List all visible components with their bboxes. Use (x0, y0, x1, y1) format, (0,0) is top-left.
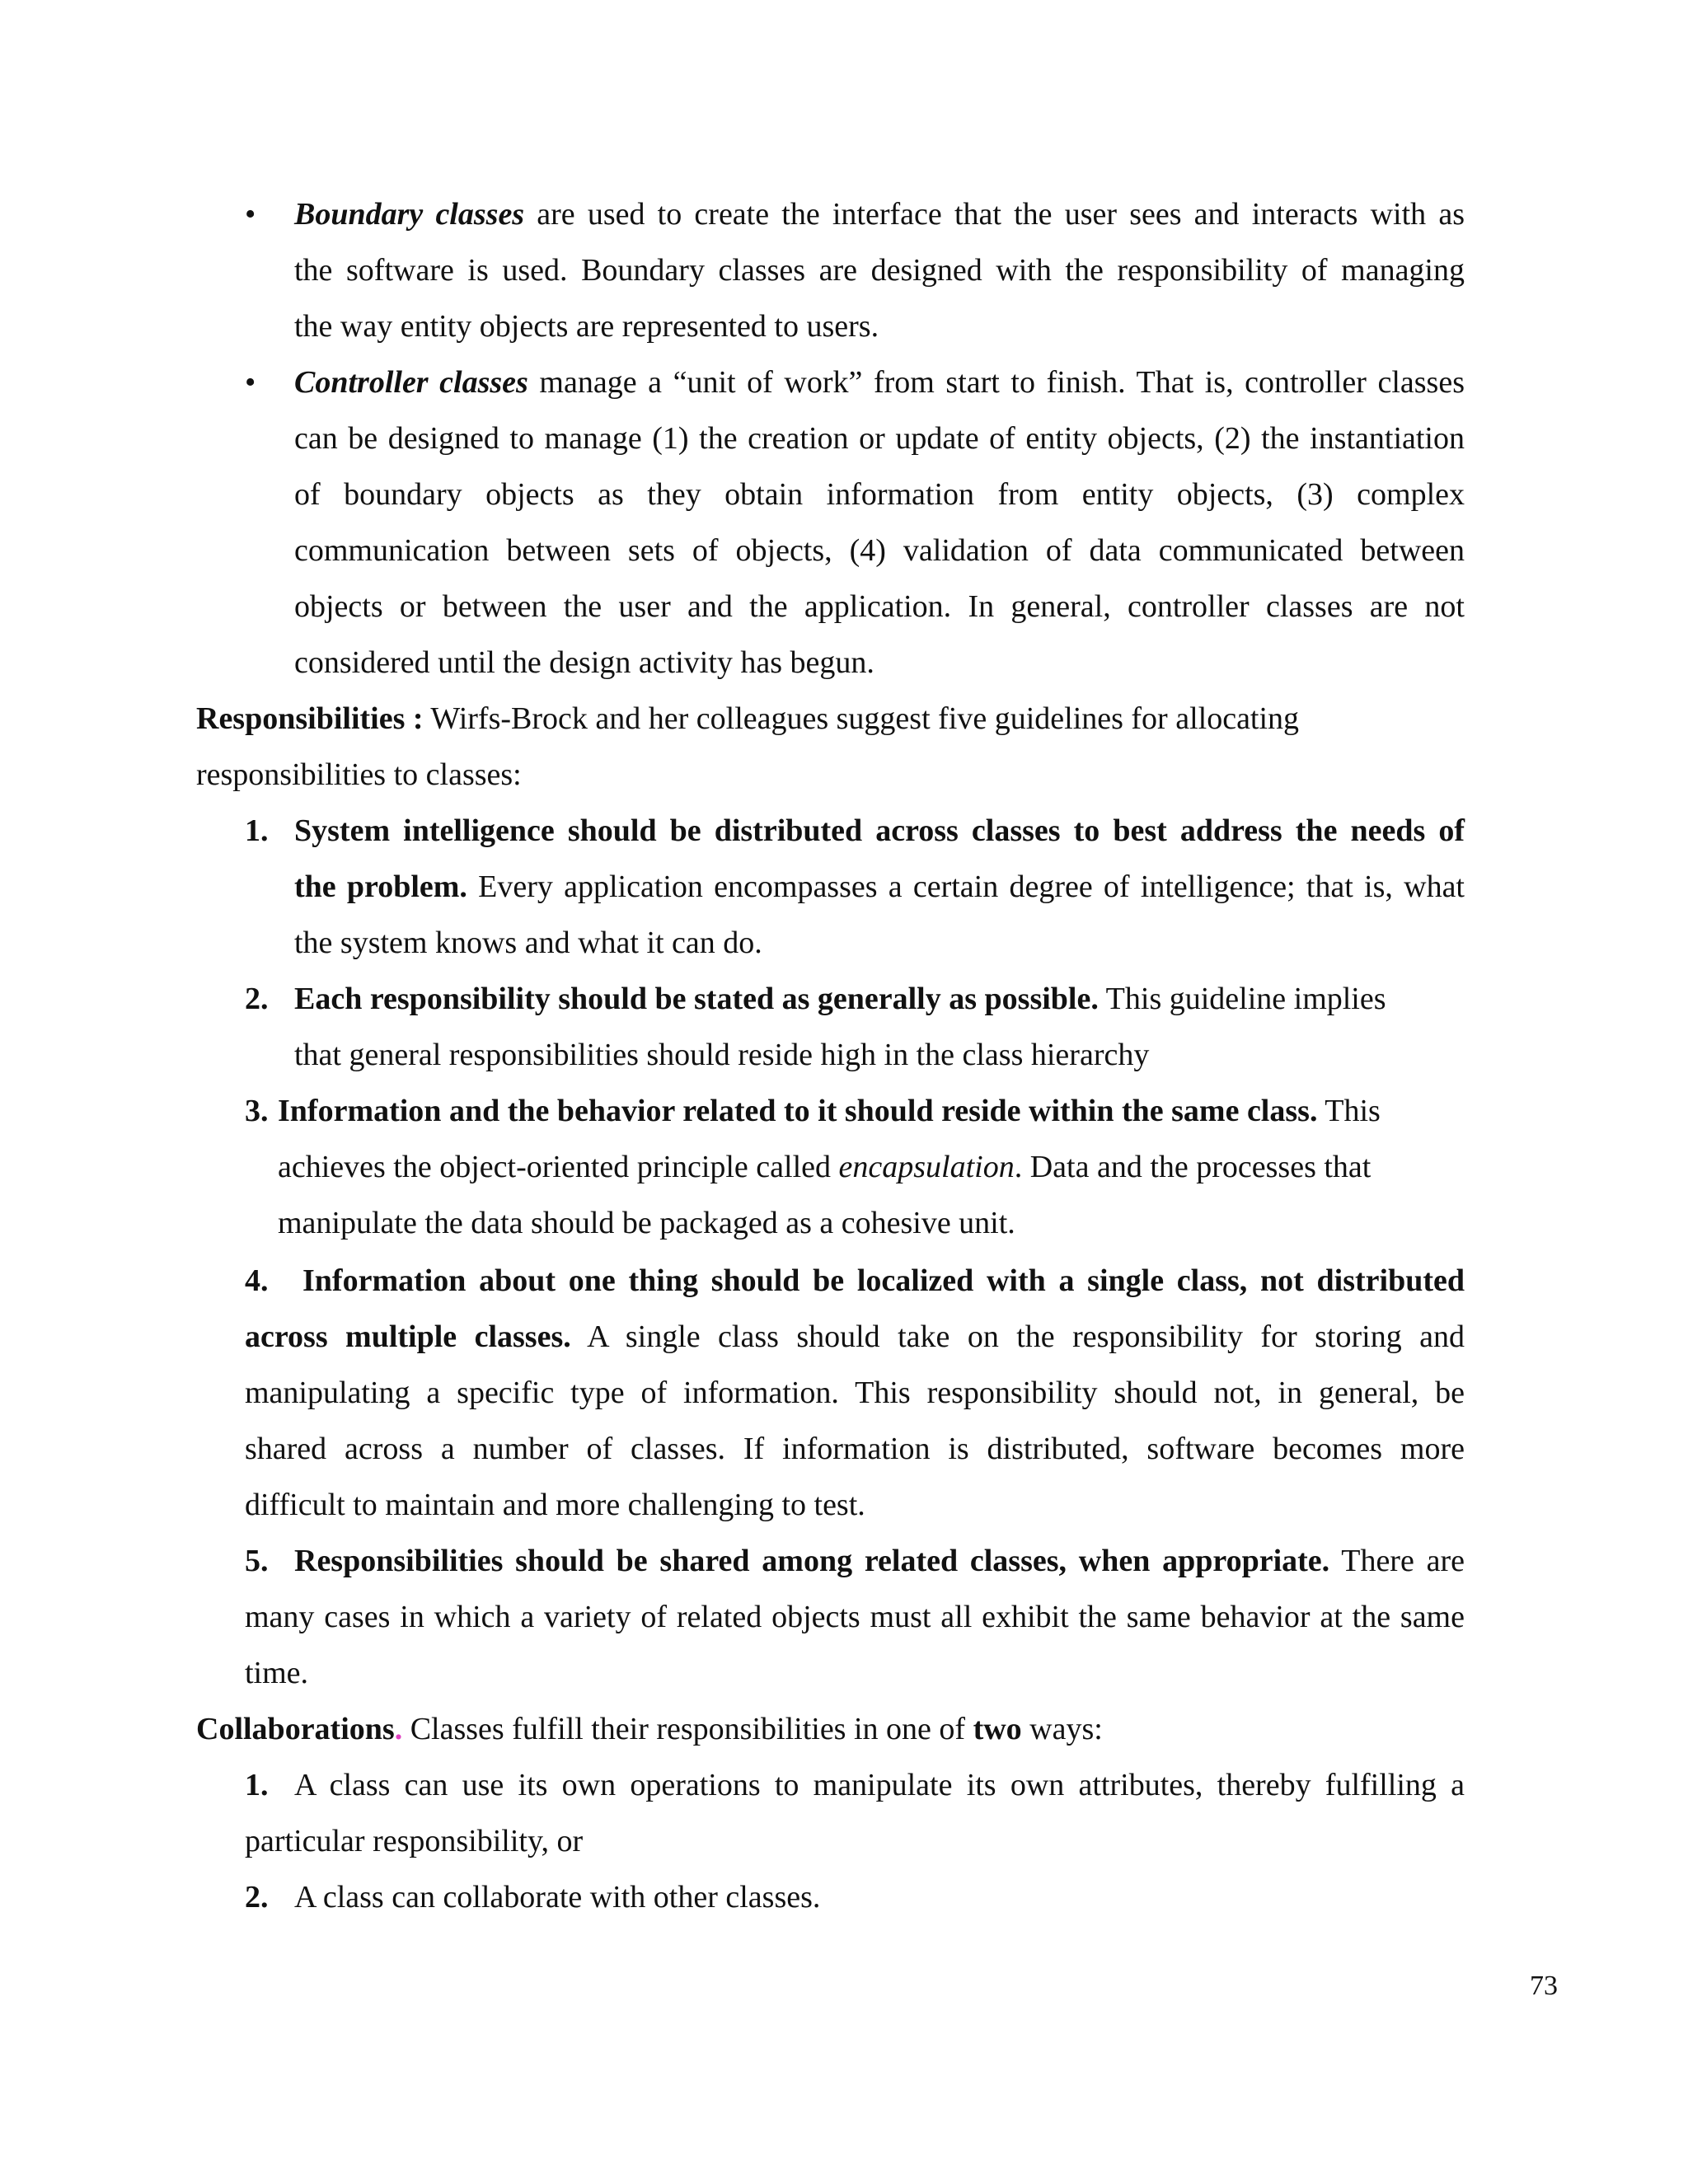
list-number: 1. (245, 1768, 269, 1802)
controller-classes-line-5: objects or between the user and the application. In general, controller classes are not (294, 589, 1465, 624)
page-number: 73 (1530, 1971, 1558, 2001)
controller-classes-text: manage a “unit of work” from start to finish. That is, controller classes (528, 365, 1465, 400)
boundary-classes-line-2: the software is used. Boundary classes are designed with the responsibility of managing (294, 253, 1465, 288)
collaborations-heading: Collaborations (196, 1712, 395, 1746)
encapsulation-term: encapsulation (838, 1150, 1015, 1184)
collaboration-2-line-1: A class can collaborate with other classes. (294, 1880, 821, 1915)
guideline-2-text: This guideline implies (1098, 982, 1386, 1016)
guideline-3-line-3: manipulate the data should be packaged as a cohesive unit. (278, 1206, 1015, 1240)
guideline-3-bold: Information and the behavior related to it should reside within the same class. (278, 1094, 1318, 1128)
list-number: 2. (245, 982, 269, 1016)
guideline-5-line-2: many cases in which a variety of related objects must all exhibit the same behavior at the same (245, 1600, 1465, 1634)
guideline-1-line-1: System intelligence should be distributed across classes to best address the needs of (294, 813, 1465, 848)
responsibilities-intro-text: Wirfs-Brock and her colleagues suggest five guidelines for allocating (423, 701, 1300, 736)
bullet-marker: • (245, 197, 256, 232)
responsibilities-intro-line-2: responsibilities to classes: (196, 757, 522, 792)
guideline-2-line-1 (294, 971, 1386, 1027)
controller-classes-line-1 (294, 354, 1465, 410)
guideline-3-line-2 (278, 1139, 1371, 1195)
guideline-4-line-2 (245, 1309, 1465, 1365)
list-number: 2. (245, 1880, 269, 1915)
list-number: 3. (245, 1094, 269, 1128)
guideline-2-bold: Each responsibility should be stated as generally as possible. (294, 982, 1099, 1016)
bullet-marker: • (245, 365, 256, 400)
guideline-1-line-3: the system knows and what it can do. (294, 926, 762, 960)
collaborations-intro-line (196, 1701, 1103, 1757)
guideline-5-line-3: time. (245, 1656, 309, 1690)
collaboration-1-line-2: particular responsibility, or (245, 1824, 584, 1858)
guideline-1-line-2 (294, 859, 1465, 915)
guideline-5-bold: Responsibilities should be shared among related classes, when appropriate. (294, 1544, 1330, 1578)
collaborations-dot: . (394, 1712, 403, 1746)
guideline-4-line-4: shared across a number of classes. If information is distributed, software becomes more (245, 1432, 1465, 1466)
guideline-5-line-1 (294, 1533, 1465, 1589)
guideline-4-bold: across multiple classes. (245, 1319, 571, 1354)
collaborations-intro-text-a: Classes fulfill their responsibilities in one of (402, 1712, 973, 1746)
list-number: 4. (245, 1263, 269, 1298)
controller-classes-line-2: can be designed to manage (1) the creation or update of entity objects, (2) the instantiation (294, 421, 1465, 456)
collaboration-1-line-1: A class can use its own operations to manipulate its own attributes, thereby fulfilling a (294, 1768, 1465, 1802)
guideline-4-line-1: Information about one thing should be localized with a single class, not distributed (302, 1263, 1465, 1298)
guideline-1-bold: the problem. (294, 869, 467, 904)
boundary-classes-term: Boundary classes (294, 197, 525, 232)
collaborations-intro-text-b: ways: (1021, 1712, 1103, 1746)
controller-classes-line-6: considered until the design activity has begun. (294, 645, 874, 680)
guideline-4-line-3: manipulating a specific type of information. This responsibility should not, in general, be (245, 1376, 1465, 1410)
responsibilities-heading: Responsibilities : (196, 701, 424, 736)
guideline-4-line-5: difficult to maintain and more challenging to test. (245, 1488, 865, 1522)
guideline-1-text: Every application encompasses a certain degree of intelligence; that is, what (467, 869, 1465, 904)
boundary-classes-text: are used to create the interface that the user sees and interacts with as (524, 197, 1465, 232)
controller-classes-term: Controller classes (294, 365, 528, 400)
guideline-4-text: A single class should take on the responsibility for storing and (570, 1319, 1465, 1354)
collaborations-intro-bold: two (973, 1712, 1022, 1746)
boundary-classes-line-3: the way entity objects are represented to users. (294, 309, 879, 344)
guideline-3-line-1 (278, 1083, 1381, 1139)
list-number: 5. (245, 1544, 269, 1578)
guideline-2-line-2: that general responsibilities should reside high in the class hierarchy (294, 1038, 1150, 1072)
list-number: 1. (245, 813, 269, 848)
controller-classes-line-4: communication between sets of objects, (4) validation of data communicated between (294, 533, 1465, 568)
guideline-3-text-b: . Data and the processes that (1014, 1150, 1372, 1184)
guideline-3-text: This (1317, 1094, 1381, 1128)
guideline-5-text: There are (1329, 1544, 1465, 1578)
controller-classes-line-3: of boundary objects as they obtain information from entity objects, (3) complex (294, 477, 1465, 512)
guideline-3-text-a: achieves the object-oriented principle called (278, 1150, 839, 1184)
boundary-classes-line-1 (294, 186, 1465, 242)
responsibilities-intro-line-1 (196, 691, 1299, 747)
